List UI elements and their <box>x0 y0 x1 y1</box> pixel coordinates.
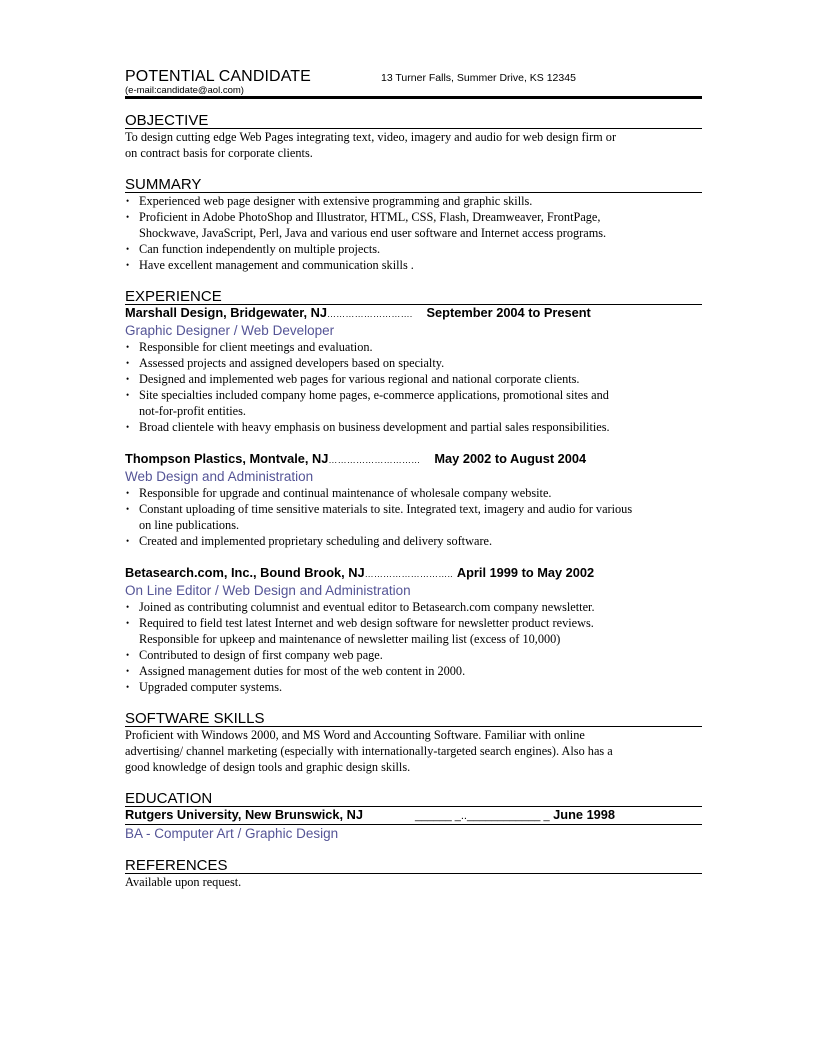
job-entry-marshall <box>125 305 702 435</box>
job-duties-list <box>125 599 702 695</box>
list-item: • Site specialties included company home pages, e-commerce applications, promotional sites and not-for-profit entities. <box>126 388 609 418</box>
section-heading-summary: SUMMARY <box>125 177 702 193</box>
skills-line: advertising/ channel marketing (especially with internationally-targeted search engines). Also has a <box>125 744 613 758</box>
list-item: • Assessed projects and assigned developers based on specialty. <box>126 356 445 370</box>
job-company: Thompson Plastics, Montvale, NJ <box>125 451 329 466</box>
list-item: • Experienced web page designer with extensive programming and graphic skills. <box>126 194 533 208</box>
bullet-icon: • <box>126 358 130 368</box>
job-duties-list <box>125 339 702 435</box>
bullet-icon: • <box>126 602 130 612</box>
job-leader-dots: ………………………… <box>328 455 421 465</box>
list-item: • Designed and implemented web pages for various regional and national corporate clients. <box>126 372 580 386</box>
list-item: • Required to field test latest Internet and web design software for newsletter product reviews. Responsible for upkeep and maintenance of newsletter mailing list (excess of 10,000) <box>126 616 594 646</box>
job-leader-dots: ………………………. <box>326 309 413 319</box>
list-item: • Contributed to design of first company web page. <box>126 648 383 662</box>
references-section <box>125 858 702 890</box>
job-duties-list <box>125 485 702 549</box>
bullet-icon: • <box>126 504 130 514</box>
job-title: Web Design and Administration <box>125 469 314 484</box>
candidate-name: POTENTIAL CANDIDATE <box>125 68 311 85</box>
job-entry-betasearch <box>125 565 702 695</box>
bullet-icon: • <box>126 422 130 432</box>
job-header <box>125 565 702 582</box>
list-item: • Assigned management duties for most of the web content in 2000. <box>126 664 466 678</box>
list-item: • Responsible for client meetings and evaluation. <box>126 340 373 354</box>
section-heading-references: REFERENCES <box>125 858 702 874</box>
objective-line: on contract basis for corporate clients. <box>125 146 313 160</box>
resume-header <box>125 66 702 86</box>
job-dates: September 2004 to Present <box>426 305 591 320</box>
job-title: On Line Editor / Web Design and Administration <box>125 583 411 598</box>
bullet-icon: • <box>126 536 130 546</box>
education-section <box>125 791 702 842</box>
education-date: June 1998 <box>553 807 616 822</box>
bullet-icon: • <box>126 682 130 692</box>
list-item: • Have excellent management and communication skills . <box>126 258 414 272</box>
software-skills-section <box>125 711 702 775</box>
bullet-icon: • <box>126 196 130 206</box>
job-header <box>125 305 702 322</box>
list-item: • Proficient in Adobe PhotoShop and Illustrator, HTML, CSS, Flash, Dreamweaver, FrontPage, Shockwave, JavaScript, Perl, Java and various end user software and Internet access programs. <box>126 210 607 240</box>
section-heading-objective: OBJECTIVE <box>125 113 702 129</box>
header-divider <box>125 96 702 99</box>
education-school: Rutgers University, New Brunswick, NJ <box>125 807 363 822</box>
experience-section <box>125 289 702 695</box>
bullet-icon: • <box>126 390 130 400</box>
job-company: Betasearch.com, Inc., Bound Brook, NJ <box>125 565 365 580</box>
bullet-icon: • <box>126 666 130 676</box>
list-item: • Constant uploading of time sensitive materials to site. Integrated text, imagery and audio for various on line publications. <box>126 502 633 532</box>
list-item: • Can function independently on multiple projects. <box>126 242 381 256</box>
summary-list <box>125 193 702 273</box>
bullet-icon: • <box>126 260 130 270</box>
list-item: • Responsible for upgrade and continual maintenance of wholesale company website. <box>126 486 552 500</box>
list-item: • Broad clientele with heavy emphasis on business development and partial sales responsibilities. <box>126 420 610 434</box>
skills-line: Proficient with Windows 2000, and MS Word and Accounting Software. Familiar with online <box>125 728 585 742</box>
candidate-email: (e-mail:candidate@aol.com) <box>125 85 244 96</box>
education-header <box>125 807 702 825</box>
bullet-icon: • <box>126 618 130 628</box>
resume-page <box>125 66 702 890</box>
skills-line: good knowledge of design tools and graphic design skills. <box>125 760 411 774</box>
education-leader: ______ _..____________ _ <box>415 810 550 822</box>
list-item: • Upgraded computer systems. <box>126 680 283 694</box>
bullet-icon: • <box>126 488 130 498</box>
education-degree: BA - Computer Art / Graphic Design <box>125 826 339 841</box>
candidate-address: 13 Turner Falls, Summer Drive, KS 12345 <box>381 72 576 84</box>
job-entry-thompson <box>125 451 702 549</box>
section-heading-experience: EXPERIENCE <box>125 289 702 305</box>
job-leader-dots: ……………………….. <box>364 569 453 579</box>
section-heading-education: EDUCATION <box>125 791 702 807</box>
job-title: Graphic Designer / Web Developer <box>125 323 335 338</box>
bullet-icon: • <box>126 342 130 352</box>
list-item: • Joined as contributing columnist and eventual editor to Betasearch.com company newsletter. <box>126 600 595 614</box>
summary-section <box>125 177 702 273</box>
section-heading-software-skills: SOFTWARE SKILLS <box>125 711 702 727</box>
list-item: • Created and implemented proprietary scheduling and delivery software. <box>126 534 493 548</box>
job-header <box>125 451 702 468</box>
job-dates: May 2002 to August 2004 <box>434 451 587 466</box>
bullet-icon: • <box>126 374 130 384</box>
bullet-icon: • <box>126 212 130 222</box>
objective-line: To design cutting edge Web Pages integrating text, video, imagery and audio for web design firm or <box>125 130 617 144</box>
bullet-icon: • <box>126 650 130 660</box>
job-company: Marshall Design, Bridgewater, NJ <box>125 305 327 320</box>
objective-section <box>125 113 702 161</box>
job-dates: April 1999 to May 2002 <box>456 565 595 580</box>
references-text: Available upon request. <box>125 875 242 889</box>
bullet-icon: • <box>126 244 130 254</box>
